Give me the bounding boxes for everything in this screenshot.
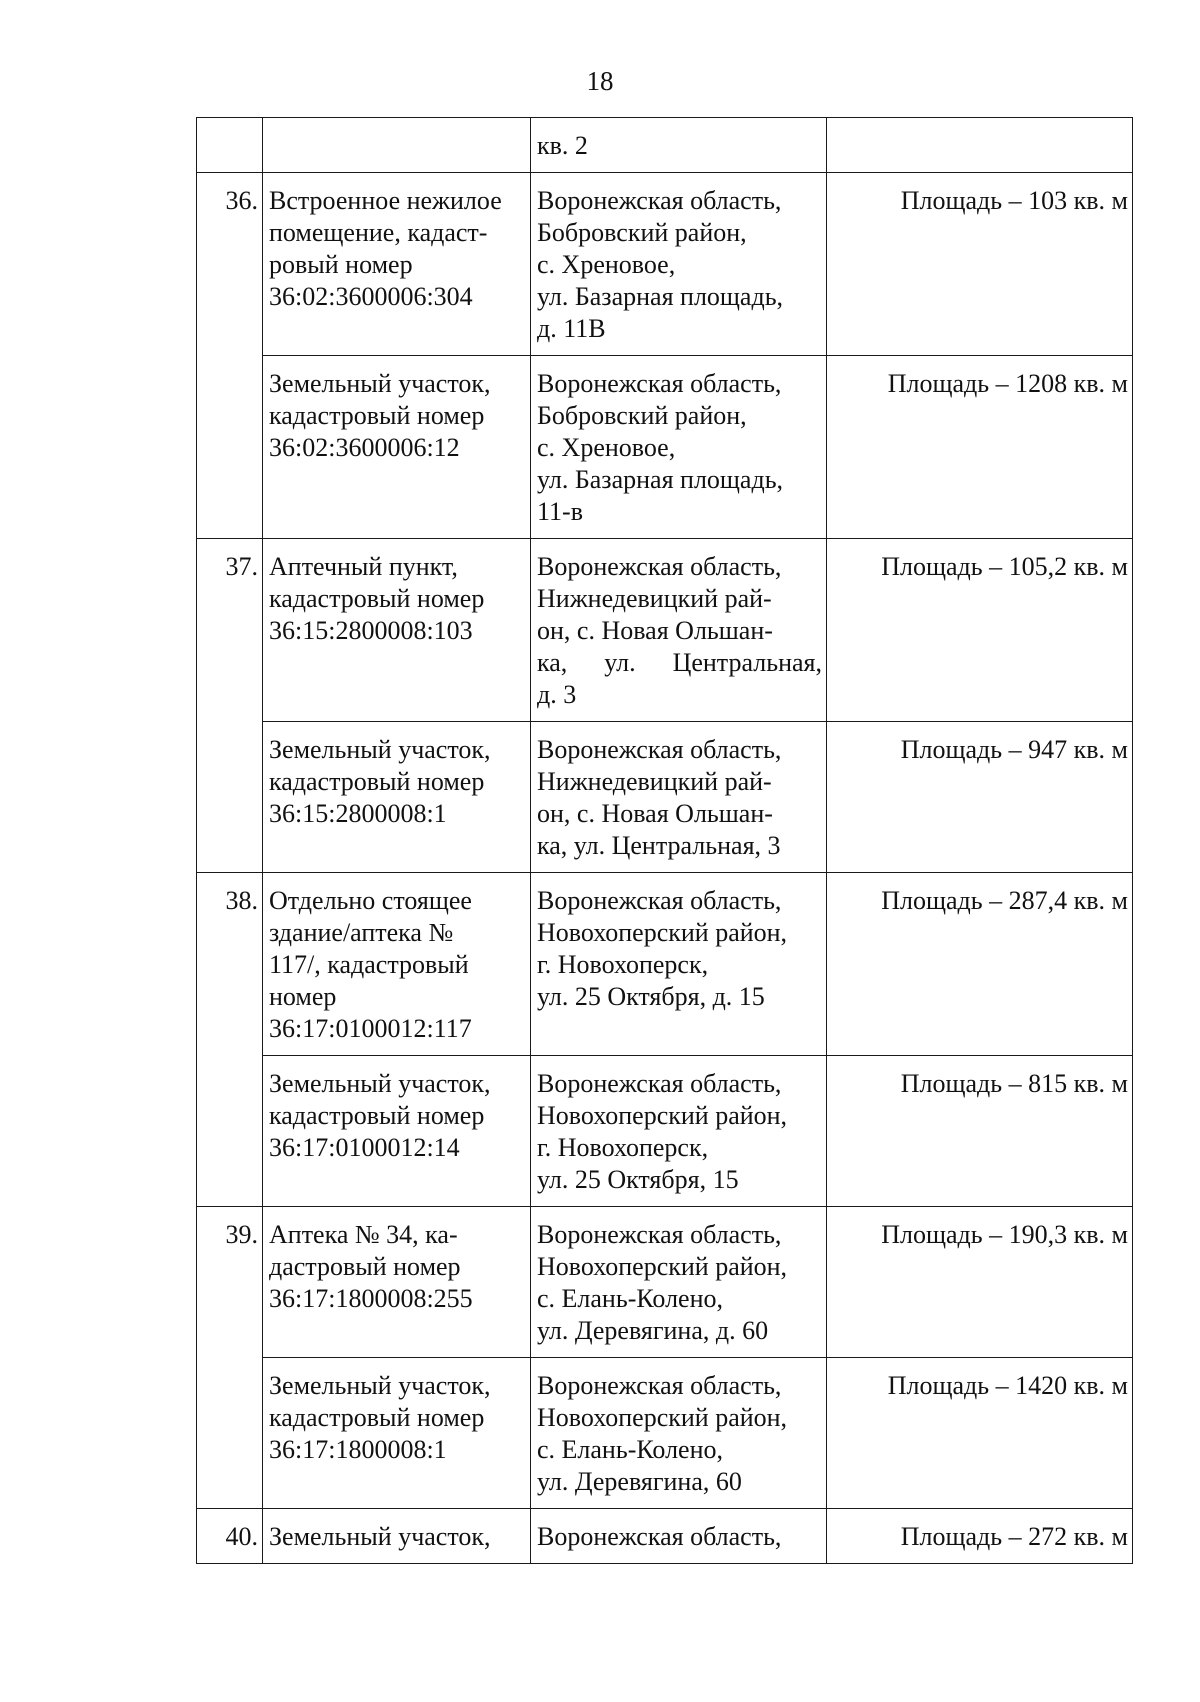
- table-row: [197, 1207, 1133, 1358]
- address-line: ул. Деревягина, 60: [537, 1467, 742, 1496]
- address-line: Новохоперский район,: [537, 918, 788, 947]
- address-line: Воронежская область,: [537, 1069, 782, 1098]
- address-cell: [531, 1509, 827, 1564]
- address-line: с. Елань-Колено,: [537, 1435, 723, 1464]
- row-number-cell: 39.: [197, 1207, 263, 1509]
- address-line: г. Новохоперск,: [537, 950, 709, 979]
- object-cell: [263, 539, 531, 722]
- address-line: с. Хреновое,: [537, 250, 676, 279]
- address-line: 11-в: [537, 497, 583, 526]
- address-line: Бобровский район,: [537, 218, 747, 247]
- area-cell: Площадь – 1420 кв. м: [827, 1358, 1133, 1509]
- object-line: Земельный участок,: [269, 1069, 491, 1098]
- object-line: Земельный участок,: [269, 1522, 491, 1551]
- area-cell: Площадь – 103 кв. м: [827, 173, 1133, 356]
- object-cell: [263, 722, 531, 873]
- object-cell: [263, 1358, 531, 1509]
- address-line: ул. 25 Октября, 15: [537, 1165, 739, 1194]
- object-line: 36:02:3600006:12: [269, 433, 460, 462]
- table-row: [197, 118, 1133, 173]
- object-line: кадастровый номер: [269, 1403, 485, 1432]
- object-line: Аптечный пункт,: [269, 552, 458, 581]
- object-cell: [263, 1207, 531, 1358]
- address-line: ул. 25 Октября, д. 15: [537, 982, 765, 1011]
- address-line: он, с. Новая Ольшан-: [537, 616, 773, 645]
- area-cell: Площадь – 105,2 кв. м: [827, 539, 1133, 722]
- object-line: 36:17:1800008:255: [269, 1284, 473, 1313]
- address-cell: [531, 356, 827, 539]
- object-line: здание/аптека №: [269, 918, 454, 947]
- row-number-cell: 40.: [197, 1509, 263, 1564]
- object-line: помещение, кадаст-: [269, 218, 488, 247]
- row-number-cell: [197, 118, 263, 173]
- object-cell: [263, 356, 531, 539]
- address-cell: [531, 722, 827, 873]
- area-cell: Площадь – 272 кв. м: [827, 1509, 1133, 1564]
- object-line: Встроенное нежилое: [269, 186, 502, 215]
- address-cell: [531, 173, 827, 356]
- row-number-cell: 38.: [197, 873, 263, 1207]
- table-row: [197, 539, 1133, 722]
- area-cell: Площадь – 815 кв. м: [827, 1056, 1133, 1207]
- area-cell: [827, 118, 1133, 173]
- property-table: [196, 117, 1133, 1564]
- address-line: Бобровский район,: [537, 401, 747, 430]
- address-line: Воронежская область,: [537, 886, 782, 915]
- object-cell: [263, 118, 531, 173]
- address-line: Нижнедевицкий рай-: [537, 767, 772, 796]
- address-line: Воронежская область,: [537, 735, 782, 764]
- address-line: Воронежская область,: [537, 1371, 782, 1400]
- object-line: номер: [269, 982, 337, 1011]
- address-line: ка, ул. Центральная,: [537, 648, 822, 677]
- address-line: Новохоперский район,: [537, 1252, 788, 1281]
- object-line: 36:15:2800008:1: [269, 799, 447, 828]
- address-line: Воронежская область,: [537, 369, 782, 398]
- area-cell: Площадь – 190,3 кв. м: [827, 1207, 1133, 1358]
- row-number-cell: 37.: [197, 539, 263, 873]
- table-row: [197, 722, 1133, 873]
- object-line: Аптека № 34, ка-: [269, 1220, 458, 1249]
- address-cell: [531, 1207, 827, 1358]
- object-line: кадастровый номер: [269, 584, 485, 613]
- object-line: Земельный участок,: [269, 369, 491, 398]
- area-cell: Площадь – 947 кв. м: [827, 722, 1133, 873]
- address-line: д. 11В: [537, 314, 606, 343]
- object-line: Земельный участок,: [269, 735, 491, 764]
- address-line: с. Хреновое,: [537, 433, 676, 462]
- address-line: Воронежская область,: [537, 552, 782, 581]
- row-number-cell: 36.: [197, 173, 263, 539]
- address-line: ка, ул. Центральная, 3: [537, 831, 781, 860]
- object-cell: [263, 1056, 531, 1207]
- object-line: Отдельно стоящее: [269, 886, 472, 915]
- area-cell: Площадь – 1208 кв. м: [827, 356, 1133, 539]
- address-line: кв. 2: [537, 131, 588, 160]
- table-row: [197, 1509, 1133, 1564]
- address-line: ул. Деревягина, д. 60: [537, 1316, 769, 1345]
- address-line: д. 3: [537, 680, 577, 709]
- object-line: дастровый номер: [269, 1252, 461, 1281]
- object-cell: [263, 1509, 531, 1564]
- object-line: 36:17:1800008:1: [269, 1435, 447, 1464]
- address-line: Нижнедевицкий рай-: [537, 584, 772, 613]
- object-line: кадастровый номер: [269, 1101, 485, 1130]
- address-cell: [531, 1056, 827, 1207]
- object-line: 36:02:3600006:304: [269, 282, 473, 311]
- table-row: [197, 1358, 1133, 1509]
- area-cell: Площадь – 287,4 кв. м: [827, 873, 1133, 1056]
- object-line: ровый номер: [269, 250, 413, 279]
- address-cell: [531, 118, 827, 173]
- address-cell: [531, 539, 827, 722]
- address-cell: [531, 1358, 827, 1509]
- table-row: [197, 173, 1133, 356]
- address-line: он, с. Новая Ольшан-: [537, 799, 773, 828]
- object-cell: [263, 873, 531, 1056]
- object-line: 36:15:2800008:103: [269, 616, 473, 645]
- object-line: 117/, кадастровый: [269, 950, 469, 979]
- address-line: Воронежская область,: [537, 186, 782, 215]
- page-number: 18: [586, 66, 614, 96]
- address-line: Воронежская область,: [537, 1220, 782, 1249]
- table-row: [197, 1056, 1133, 1207]
- object-line: кадастровый номер: [269, 401, 485, 430]
- object-line: 36:17:0100012:14: [269, 1133, 460, 1162]
- address-line: Воронежская область,: [537, 1522, 782, 1551]
- address-cell: [531, 873, 827, 1056]
- table-row: [197, 356, 1133, 539]
- object-line: кадастровый номер: [269, 767, 485, 796]
- address-line: Новохоперский район,: [537, 1403, 788, 1432]
- object-line: Земельный участок,: [269, 1371, 491, 1400]
- address-line: г. Новохоперск,: [537, 1133, 709, 1162]
- object-cell: [263, 173, 531, 356]
- address-line: ул. Базарная площадь,: [537, 282, 784, 311]
- table-row: [197, 873, 1133, 1056]
- address-line: ул. Базарная площадь,: [537, 465, 784, 494]
- address-line: Новохоперский район,: [537, 1101, 788, 1130]
- object-line: 36:17:0100012:117: [269, 1014, 472, 1043]
- address-line: с. Елань-Колено,: [537, 1284, 723, 1313]
